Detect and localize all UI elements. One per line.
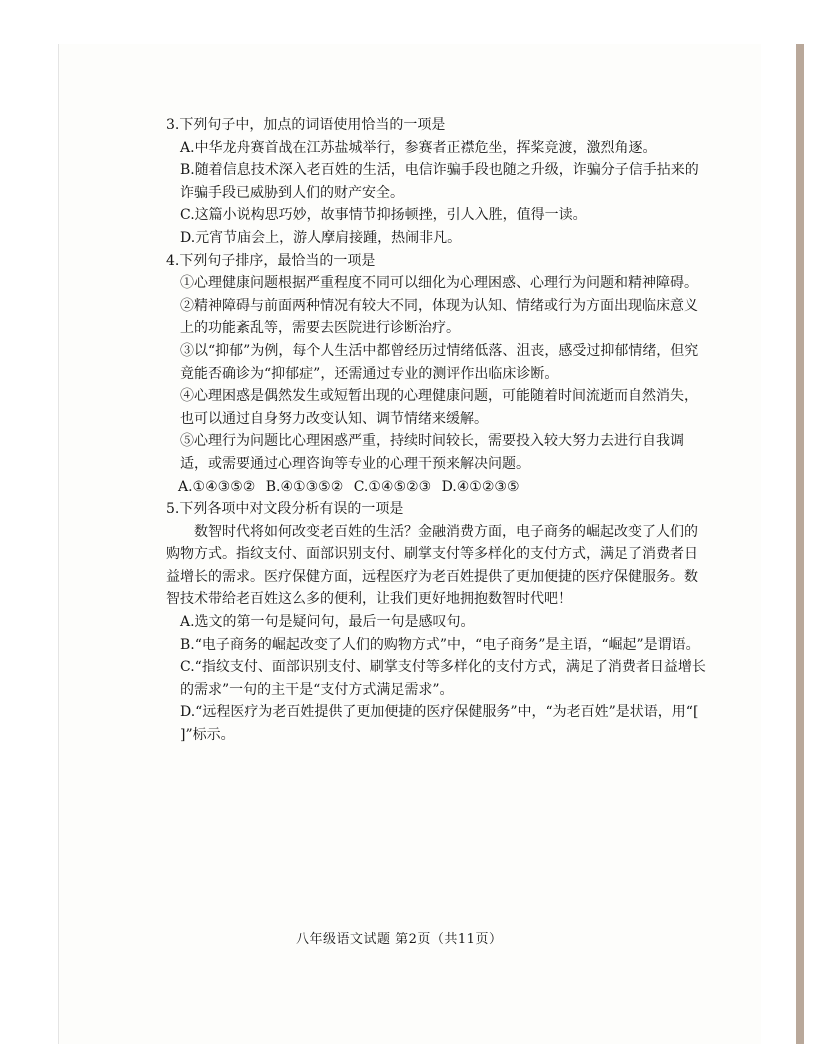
question-5-option-c: C.“指纹支付、面部识别支付、刷掌支付等多样化的支付方式，满足了消费者日益增长的需求”一句的主干是“支付方式满足需求”。 [180, 659, 706, 698]
question-4-sentence-3: ③以“抑郁”为例，每个人生活中都曾经历过情绪低落、沮丧，感受过抑郁情绪，但究竟能否确诊为“抑郁症”，还需通过专业的测评作出临床诊断。 [180, 342, 699, 382]
exam-content [166, 114, 706, 747]
question-3-option-c: C.这篇小说构思巧妙，故事情节抑扬顿挫，引人入胜，值得一读。 [180, 207, 587, 224]
question-4-sentence-4: ④心理困惑是偶然发生或短暂出现的心理健康问题，可能随着时间流逝而自然消失，也可以通过自身努力改变认知、调节情绪来缓解。 [180, 388, 698, 427]
question-3-stem: 3.下列句子中，加点的词语使用恰当的一项是 [166, 117, 446, 133]
question-3-option-a: A.中华龙舟赛首战在江苏盐城举行，参赛者正襟危坐，挥桨竞渡，激烈角逐。 [180, 139, 657, 156]
paper-edge [796, 44, 804, 1044]
question-3-option-d: D.元宵节庙会上，游人摩肩接踵，热闹非凡。 [180, 229, 462, 246]
page-footer: 八年级语文试题 第2页（共11页） [296, 932, 503, 947]
question-5-passage: 数智时代将如何改变老百姓的生活？金融消费方面，电子商务的崛起改变了人们的购物方式。指纹支付、面部识别支付、刷掌支付等多样化的支付方式，满足了消费者日益增长的需求。医疗保健方面，远程医疗为老百姓提供了更加便捷的医疗保健服务。数智技术带给老百姓这么多的便利，让我们更好地拥抱数智时代吧！ [166, 523, 698, 608]
question-4-sentence-1: ①心理健康问题根据严重程度不同可以细化为心理困惑、心理行为问题和精神障碍。 [180, 275, 698, 292]
question-5-option-a: A.选文的第一句是疑问句，最后一句是感叹句。 [180, 614, 475, 631]
question-5-option-d: D.“远程医疗为老百姓提供了更加便捷的医疗保健服务”中，“为老百姓”是状语，用“[ ]”标示。 [180, 704, 699, 744]
question-5-option-b: B.“电子商务的崛起改变了人们的购物方式”中，“电子商务”是主语，“崛起”是谓语。 [180, 636, 700, 653]
question-4-sentence-5: ⑤心理行为问题比心理困惑严重，持续时间较长，需要投入较大努力去进行自我调适，或需要通过心理咨询等专业的心理干预来解决问题。 [180, 433, 684, 472]
question-4-stem: 4.下列句子排序，最恰当的一项是 [166, 252, 376, 269]
question-5-stem: 5.下列各项中对文段分析有误的一项是 [166, 501, 404, 518]
question-4-choices: A.①④③⑤② B.④①③⑤② C.①④⑤②③ D.④①②③⑤ [178, 478, 520, 495]
question-3-option-b: B.随着信息技术深入老百姓的生活，电信诈骗手段也随之升级，诈骗分子信手拈来的诈骗手段已威胁到人们的财产安全。 [180, 162, 699, 201]
question-4-sentence-2: ②精神障碍与前面两种情况有较大不同，体现为认知、情绪或行为方面出现临床意义上的功能紊乱等，需要去医院进行诊断治疗。 [180, 297, 698, 337]
